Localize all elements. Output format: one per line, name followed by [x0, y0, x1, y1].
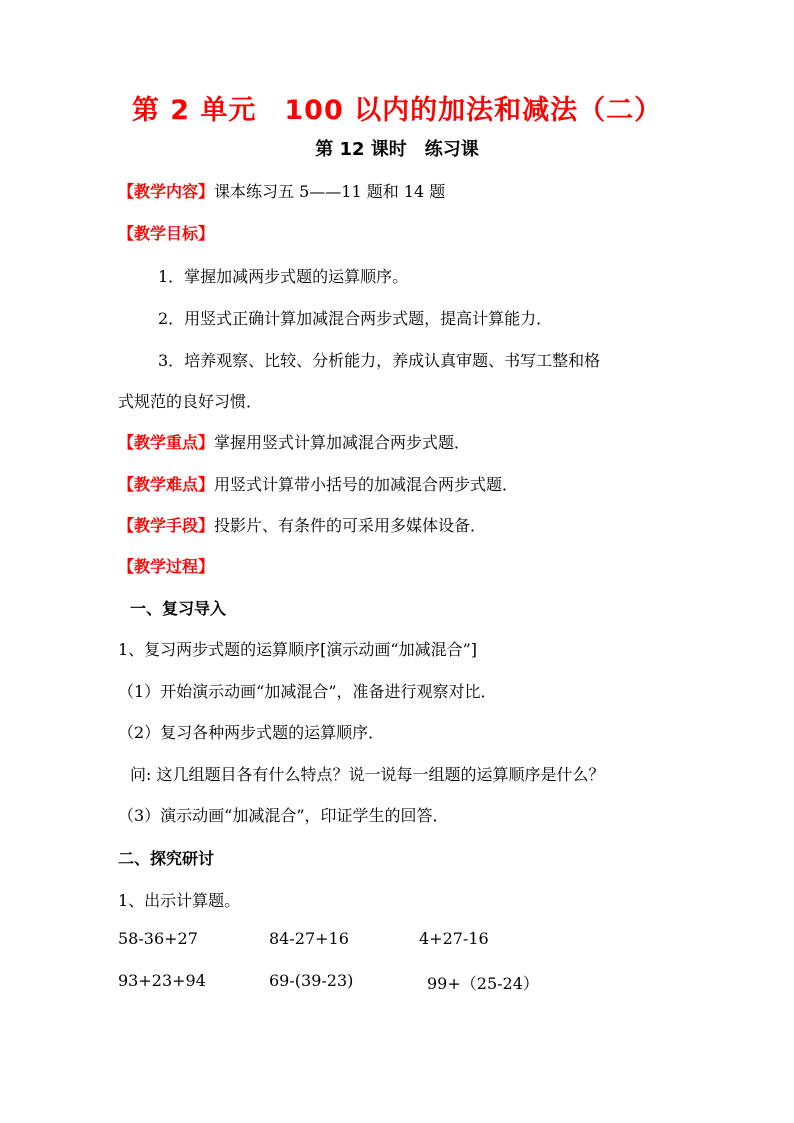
section-heading-review: 一、复习导入	[130, 599, 227, 618]
calc-problem: 58-36+27	[118, 929, 198, 948]
calc-problem: 69-(39-23)	[269, 971, 354, 990]
process-line-item: （1）开始演示动画“加减混合”，准备进行观察对比．	[118, 682, 497, 701]
question-line: 问: 这几组题目各有什么特点？说一说每一组题的运算顺序是什么？	[130, 765, 605, 784]
key-points-text: 掌握用竖式计算加减混合两步式题．	[214, 433, 471, 452]
key-points-line	[118, 430, 470, 453]
difficulties-line	[118, 472, 518, 495]
goals-line	[118, 221, 214, 244]
goals-label: 【教学目标】	[118, 224, 215, 243]
goal-item: 3．培养观察、比较、分析能力，养成认真审题、书写工整和格	[158, 351, 601, 370]
process-line	[118, 554, 214, 577]
content-text: 课本练习五 5——11 题和 14 题	[214, 182, 446, 201]
goal-item: 1．掌握加减两步式题的运算顺序。	[158, 267, 409, 286]
goal-item-continued: 式规范的良好习惯．	[118, 392, 263, 411]
process-line-item: （2）复习各种两步式题的运算顺序．	[118, 723, 385, 742]
difficulties-label: 【教学难点】	[118, 475, 215, 494]
process-line-item: 1、复习两步式题的运算顺序[演示动画“加减混合”]	[118, 640, 478, 659]
means-label: 【教学手段】	[118, 516, 215, 535]
calc-problem: 93+23+94	[118, 971, 206, 990]
calc-problem: 4+27-16	[419, 929, 489, 948]
means-text: 投影片、有条件的可采用多媒体设备．	[214, 516, 487, 535]
lesson-subtitle: 第 12 课时 练习课	[315, 139, 479, 160]
process-label: 【教学过程】	[118, 557, 215, 576]
content-label: 【教学内容】	[118, 182, 215, 201]
process-line-item: （3）演示动画“加减混合”，印证学生的回答．	[118, 806, 449, 825]
process-line-item: 1、出示计算题。	[118, 891, 241, 910]
unit-title: 第 2 单元 100 以内的加法和减法（二）	[131, 95, 663, 126]
difficulties-text: 用竖式计算带小括号的加减混合两步式题．	[214, 475, 519, 494]
content-line	[118, 179, 445, 202]
means-line	[118, 513, 486, 536]
calc-problem: 99+（25-24）	[427, 974, 539, 993]
goal-item: 2．用竖式正确计算加减混合两步式题，提高计算能力．	[158, 309, 553, 328]
key-points-label: 【教学重点】	[118, 433, 215, 452]
calc-problem: 84-27+16	[269, 929, 349, 948]
section-heading-explore: 二、探究研讨	[118, 849, 215, 868]
